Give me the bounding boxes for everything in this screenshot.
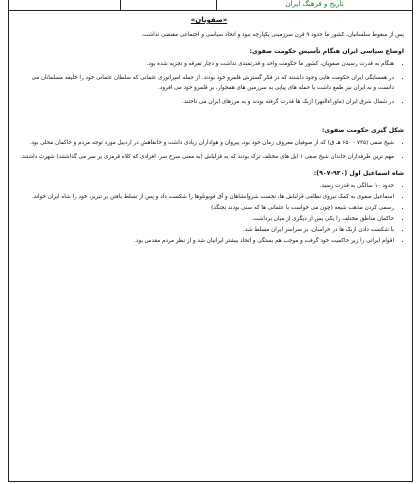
section-list bbox=[14, 181, 404, 246]
section-heading: شاه اسماعیل اول (۹۳۰-۹۰۷): bbox=[313, 170, 404, 177]
header-cell bbox=[9, 0, 120, 10]
list-item: • در همسایگی ایران حکومت هایی وجود داشتند که در فکر گسترش قلمرو خود بودند. از جمله امپراتوری عثمانی که سلطان عثمانی خود را خلیفه مسلمانان می دانست و به ایران نیز طمع داشت یا حمله های پیاپی به سرزمین های همجوار، بر قلمرو خود می افزود. bbox=[14, 73, 394, 93]
list-item: • حاکمان مناطق مختلف را یکی پس از دیگری از میان برداشت. bbox=[14, 214, 394, 224]
header-cell bbox=[120, 0, 216, 10]
list-item: • اقوام ایرانی را زیر حاکمیت خود گرفت و موجب هم بستگی و اتحاد بیشتر ایرانیان شد و از نظر مردم مقدس بود. bbox=[14, 236, 394, 246]
list-item: • رسمی کردن مذهب شیعه (چون می خواست با عثمانی ها که سنی بودند بجنگد) bbox=[14, 203, 394, 213]
section-heading: اوضاع سیاسی ایران هنگام تأسیس حکومت صفوی: bbox=[249, 48, 404, 55]
intro-paragraph: پس از سقوط سلسانیان، کشور ما حدود ۹ قرن سرزمینی یکپارچه نبود و اتحاد سیاسی و اجتماعی مقتضی نداشت. bbox=[141, 32, 404, 38]
header-table bbox=[8, 0, 413, 10]
section-list bbox=[14, 59, 404, 107]
list-item: • با شکست دادن ازبک ها در خراسان، بر سراسر ایران مسلط شد. bbox=[14, 225, 394, 235]
list-item: • هنگام به قدرت رسیدن صفویان، کشور ما حکومت واحد و قدرتمندی نداشت و دچار تفرقه و تجزیه شده بود. bbox=[14, 59, 394, 69]
list-item: • در شمال شرق ایران (ماوراءالنهر) ازبک ها قدرت گرفته بودند و به مرزهای ایران می تاختند. bbox=[14, 97, 394, 107]
header-cell: تاریخ و فرهنگ ایران bbox=[216, 0, 412, 10]
document-title: «صفویان» bbox=[190, 16, 228, 24]
list-item: • شیخ صفی (۷۳۵ - ۶۵۰ هـ ق) که از صوفیان معروف زمان خود بود، پیروان و هواداران زیادی داشت و خانقاهش در اردبیل مورد توجه مردم و حاکمان محلی بود. bbox=[14, 138, 394, 148]
section-heading: شکل گیری حکومت صفوی: bbox=[321, 127, 404, 134]
list-item: • اسماعیل صفوی به کمک نیروی نظامی قزلباش ها، نخست شروانشاهان و آق قویونلوها را شکست داد و پس از تسلط یافتن بر تبریز، خود را شاه ایران خواند. bbox=[14, 192, 394, 202]
list-item: • حدود ۱۰ سالگی به قدرت رسید. bbox=[14, 181, 394, 191]
list-item: • مهم ترین طرفداران خاندان شیخ صفی ۱ ایل های مختلف ترک بودند که به قزلباش (به معنی سرخ سر، افرادی که کلاه قرمزی بر سر می گذاشتند) شهرت داشتند. bbox=[14, 152, 394, 162]
section-list bbox=[14, 138, 404, 162]
document-body bbox=[14, 14, 404, 247]
